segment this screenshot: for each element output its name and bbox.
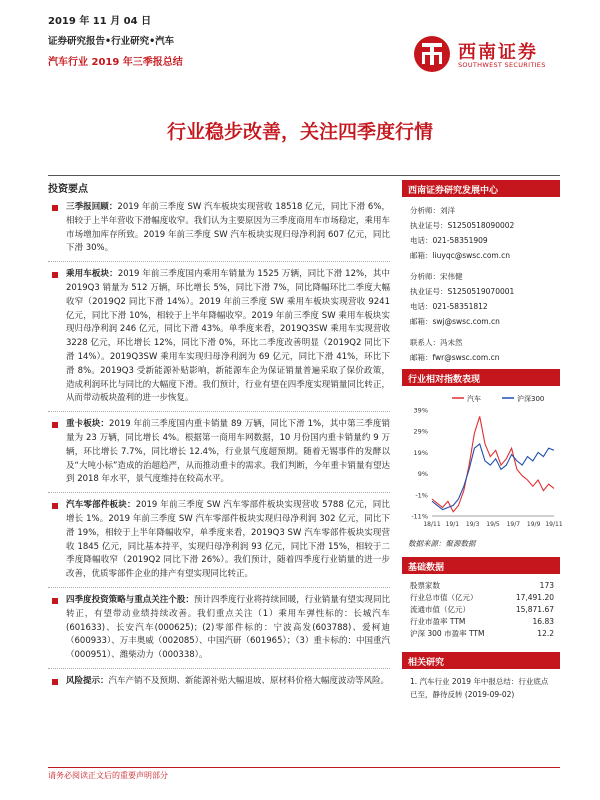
index-performance-heading: 行业相对指数表现	[402, 369, 560, 386]
stat-row	[410, 592, 554, 604]
related-research-heading: 相关研究	[402, 652, 560, 669]
bullet-label: 四季度投资策略与重点关注个股：	[66, 594, 194, 605]
analyst-name: 分析师：刘洋	[410, 206, 455, 215]
related-research-item: 1. 汽车行业 2019 年中报总结：行业底点已至，静待反转 (2019-09-02)	[410, 677, 549, 699]
bullet-risk	[48, 675, 390, 689]
index-line-chart	[402, 388, 563, 536]
logo-subtitle: SOUTHWEST SECURITIES	[458, 61, 546, 69]
chart-source: 数据来源：聚源数据	[408, 539, 476, 548]
stat-label: 沪深 300 市盈率 TTM	[410, 629, 485, 638]
stat-value: 12.2	[537, 629, 554, 638]
y-tick-label: 9%	[417, 470, 428, 479]
bullet-label: 乘用车板块：	[66, 269, 118, 280]
bullet-square-icon	[52, 272, 58, 278]
bullet-text: 2019 年前三季度国内重卡销量 89 万辆，同比下滑 1%，其中第三季度销量为 23 万辆，同比增长 4%。根据第一商用车网数据，10 月份国内重卡销量约 9 万辆，环比增长 7.7%，同比增长 12.4%，行业景气度超预期。随着无锡事件的发酵以及“大吨小标”造成的治超趋严，从而推动重卡的需求。我们判断，今年重卡销量有望达到 2018 年水平，景气度维持在较高水平。	[66, 419, 390, 485]
logo-emblem-icon	[412, 34, 452, 74]
bullet-text: 2019 年前三季度国内乘用车销量为 1525 万辆，同比下滑 12%，其中 2019Q3 销量为 512 万辆，环比增长 5%，同比下滑 7%，同比降幅环比二季度大幅收窄（2019Q2 同比下滑 14%）。2019 年前三季度 SW 乘用车板块实现营收 9241 亿元，同比下滑 10%，相较于上半年降幅收窄。2019 年前三季度 SW 乘用车板块实现归母净利润 246 亿元，同比下滑 43%。单季度来看，2019Q3SW 乘用车实现营收 3228 亿元，环比增长 12%，同比下滑 0%，环比二季度改善明显（2019Q2 同比下滑 14%）。2019Q3SW 乘用车实现归母净利润为 69 亿元，同比下滑 41%，环比下滑 8%。2019Q3 受新能源补贴影响，新能源车企为保证销量普遍采取了保价政策，造成利润环比与同比的大幅度下滑。我们预计，行业有望在四季度实现销量同比转正，从而带动板块盈利的进一步恢复。	[66, 269, 390, 404]
basic-data-heading: 基础数据	[402, 557, 560, 574]
x-tick-label: 19/3	[465, 521, 480, 528]
analyst-email: 邮箱：liuyqc@swsc.com.cn	[410, 251, 510, 260]
divider	[48, 587, 390, 588]
report-category: 证券研究报告•行业研究•汽车	[48, 36, 175, 47]
analyst-cert: 执业证号：S1250519070001	[410, 287, 515, 296]
bullet-square-icon	[52, 679, 58, 685]
contact-email: 邮箱：fwr@swsc.com.cn	[410, 353, 500, 362]
series-line-auto	[432, 416, 554, 511]
stat-label: 流通市值（亿元）	[410, 605, 470, 614]
divider	[48, 668, 390, 669]
company-logo	[410, 34, 560, 74]
analyst-info	[402, 197, 560, 369]
divider	[48, 492, 390, 493]
bullet-text: 预计四季度行业将持续回暖，行业销量有望实现同比转正，有望带动业绩持续改善。我们重点关注（1）乘用车弹性标的：长城汽车(601633)、长安汽车(000625)；(2)零部件标的：宁波高发(603788)、爱柯迪（600933）、万丰奥威（002085）、中国汽研（601965）；（3）重卡标的：中国重汽（000951）、潍柴动力（000338）。	[66, 594, 390, 661]
investment-highlights	[48, 180, 390, 694]
bullet-square-icon	[52, 503, 58, 509]
stat-row	[410, 580, 554, 592]
bullet-square-icon	[52, 422, 58, 428]
analyst-phone: 电话：021-58351812	[410, 302, 488, 311]
bullet-q3-review	[48, 201, 390, 256]
section-heading: 投资要点	[48, 184, 88, 195]
stat-row	[410, 604, 554, 616]
stat-row	[410, 628, 554, 640]
x-tick-label: 19/7	[506, 521, 521, 528]
contact-name: 联系人：冯未然	[410, 338, 463, 347]
y-tick-label: -11%	[411, 512, 428, 521]
report-date: 2019 年 11 月 04 日	[48, 16, 152, 27]
divider	[48, 261, 390, 262]
x-tick-label: 19/9	[526, 521, 541, 528]
stat-label: 行业市盈率 TTM	[410, 617, 466, 626]
stat-label: 股票家数	[410, 581, 440, 590]
bullet-square-icon	[52, 598, 58, 604]
bullet-passenger-car	[48, 268, 390, 406]
stat-value: 16.83	[532, 617, 554, 626]
x-tick-label: 19/5	[486, 521, 500, 528]
stat-value: 17,491.20	[515, 593, 554, 602]
x-tick-label: 19/1	[445, 521, 460, 528]
stat-row	[410, 616, 554, 628]
bullet-label: 三季报回顾：	[66, 202, 118, 212]
legend-label: 沪深300	[517, 395, 545, 403]
report-series-title: 汽车行业 2019 年三季报总结	[48, 57, 183, 68]
bullet-label: 汽车零部件板块：	[66, 500, 136, 511]
analyst-name: 分析师：宋伟健	[410, 272, 463, 281]
footer-divider	[48, 767, 560, 768]
basic-data-table	[402, 574, 560, 642]
bullet-label: 重卡板块：	[66, 419, 110, 430]
sidebar	[402, 180, 563, 701]
main-title: 行业稳步改善，关注四季度行情	[166, 121, 433, 143]
x-tick-label: 19/11	[545, 521, 563, 528]
institute-heading: 西南证券研究发展中心	[402, 180, 560, 197]
bullet-heavy-truck	[48, 418, 390, 487]
bullet-q4-strategy	[48, 594, 390, 663]
bullet-text: 汽车产销不及预期、新能源补贴大幅退坡、原材料价格大幅度波动等风险。	[108, 675, 390, 686]
bullet-square-icon	[52, 205, 58, 211]
stat-value: 173	[539, 581, 554, 590]
y-tick-label: 39%	[413, 406, 428, 415]
index-chart	[402, 388, 563, 536]
divider	[48, 411, 390, 412]
bullet-label: 风险提示：	[66, 675, 109, 686]
bullet-auto-parts	[48, 499, 390, 582]
y-tick-label: 19%	[413, 448, 428, 457]
logo-name: 西南证券	[458, 42, 538, 63]
header-divider	[48, 175, 560, 176]
analyst-email: 邮箱：swj@swsc.com.cn	[410, 317, 500, 326]
footer-disclaimer: 请务必阅读正文后的重要声明部分	[48, 771, 168, 780]
y-tick-label: -1%	[415, 491, 428, 500]
x-tick-label: 18/11	[423, 521, 441, 528]
legend-label: 汽车	[467, 395, 481, 403]
bullet-text: 2019 年前三季度 SW 汽车板块实现营收 18518 亿元，同比下滑 6%，相较于上半年营收下滑幅度收窄。我们认为主要原因为三季度商用车市场稳定，乘用车市场增加库存所致。2019 年前三季度 SW 汽车板块实现归母净利润 607 亿元，同比下滑 30%。	[66, 202, 390, 254]
stat-label: 行业总市值（亿元）	[410, 593, 478, 602]
stat-value: 15,871.67	[515, 605, 554, 614]
analyst-cert: 执业证号：S1250518090002	[410, 221, 515, 230]
bullet-text: 2019 年前三季度 SW 汽车零部件板块实现营收 5788 亿元，同比增长 1%。2019 年前三季度 SW 汽车零部件板块实现归母净利润 302 亿元，同比下滑 19%，相较于上半年降幅收窄，单季度来看，2019Q3 SW 汽车零部件板块实现营收 1845 亿元，同比基本持平，实现归母净利润 93 亿元，同比下滑 15%，相较于二季度降幅收窄（2019Q2 同比下滑 26%）。我们预计，随着四季度行业销量的进一步改善，优质零部件企业的排产有望实现同比转正。	[66, 500, 390, 580]
y-tick-label: 29%	[413, 427, 428, 436]
analyst-phone: 电话：021-58351909	[410, 236, 488, 245]
